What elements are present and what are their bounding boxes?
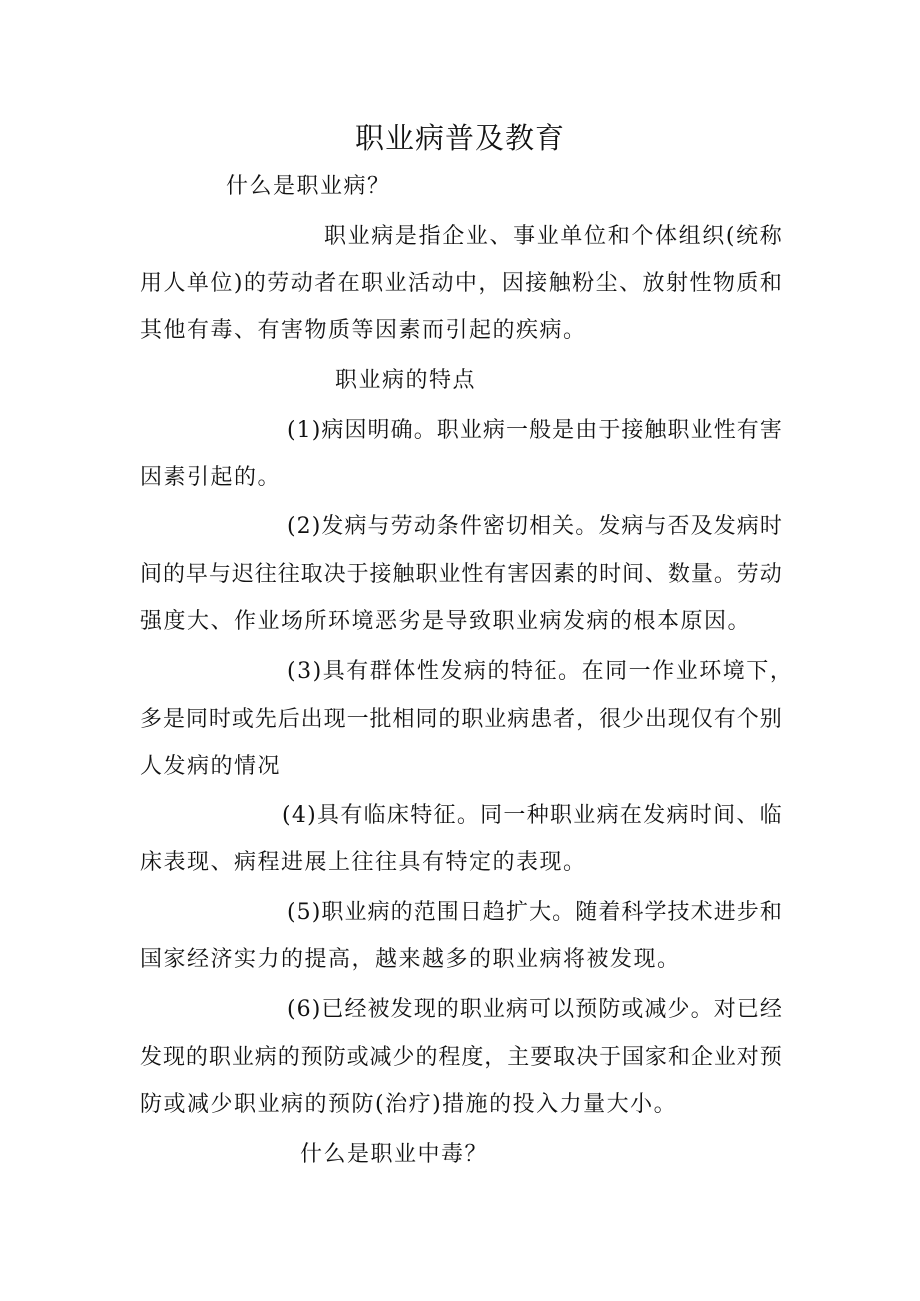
feature-4-line-2: 床表现、病程进展上往往具有特定的表现。 <box>140 850 587 875</box>
feature-6-line-2: 发 现 的 职 业 病 的 预 防 或 减 少 的 程 度 ， 主 要 取 决 于 国 家 和 企 业 对 预 <box>140 1045 782 1070</box>
feature-5-line-2: 国家经济实力的提高，越来越多的职业病将被发现。 <box>140 947 681 972</box>
feature-3-line-2: 多 是 同 时 或 先 后 出 现 一 批 相 同 的 职 业 病 患 者 ， 很 少 出 现 仅 有 个 别 <box>140 707 782 732</box>
features-heading: 职业病的特点 <box>335 368 477 393</box>
feature-6-line-3: 防或减少职业病的预防(治疗)措施的投入力量大小。 <box>140 1092 678 1117</box>
feature-5-line-1: ( 5 ) 职 业 病 的 范 围 日 趋 扩 大 。 随 着 科 学 技 术 进 步 和 <box>287 900 782 925</box>
page-title: 职业病普及教育 <box>354 121 565 155</box>
feature-3-line-3: 人发病的情况 <box>140 754 282 779</box>
question-what-is-occupational-poisoning: 什么是职业中毒？ <box>300 1142 489 1167</box>
feature-3-line-1: ( 3 ) 具 有 群 体 性 发 病 的 特 征 。 在 同 一 作 业 环 境 下 ， <box>287 659 792 684</box>
feature-2-line-1: ( 2 ) 发 病 与 劳 动 条 件 密 切 相 关 。 发 病 与 否 及 发 病 时 <box>287 514 782 539</box>
definition-line-2: 用 人 单 位 ) 的 劳 动 者 在 职 业 活 动 中 ， 因 接 触 粉 尘 、 放 射 性 物 质 和 <box>140 271 782 296</box>
definition-line-3: 其他有毒、有害物质等因素而引起的疾病。 <box>140 318 587 343</box>
definition-line-1: 职 业 病 是 指 企 业 、 事 业 单 位 和 个 体 组 织 ( 统 称 <box>324 224 782 249</box>
feature-1-line-1: ( 1 ) 病 因 明 确 。 职 业 病 一 般 是 由 于 接 触 职 业 性 有 害 <box>287 418 782 443</box>
feature-2-line-2: 间 的 早 与 迟 往 往 取 决 于 接 触 职 业 性 有 害 因 素 的 时 间 、 数 量 。 劳 动 <box>140 562 782 587</box>
feature-2-line-3: 强度大、作业场所环境恶劣是导致职业病发病的根本原因。 <box>140 609 752 634</box>
feature-6-line-1: ( 6 ) 已 经 被 发 现 的 职 业 病 可 以 预 防 或 减 少 。 对 已 经 <box>287 997 782 1022</box>
question-what-is-occupational-disease: 什么是职业病？ <box>226 174 391 199</box>
feature-1-line-2: 因素引起的。 <box>140 465 282 490</box>
feature-4-line-1: ( 4 ) 具 有 临 床 特 征 。 同 一 种 职 业 病 在 发 病 时 间 、 临 <box>282 803 782 828</box>
